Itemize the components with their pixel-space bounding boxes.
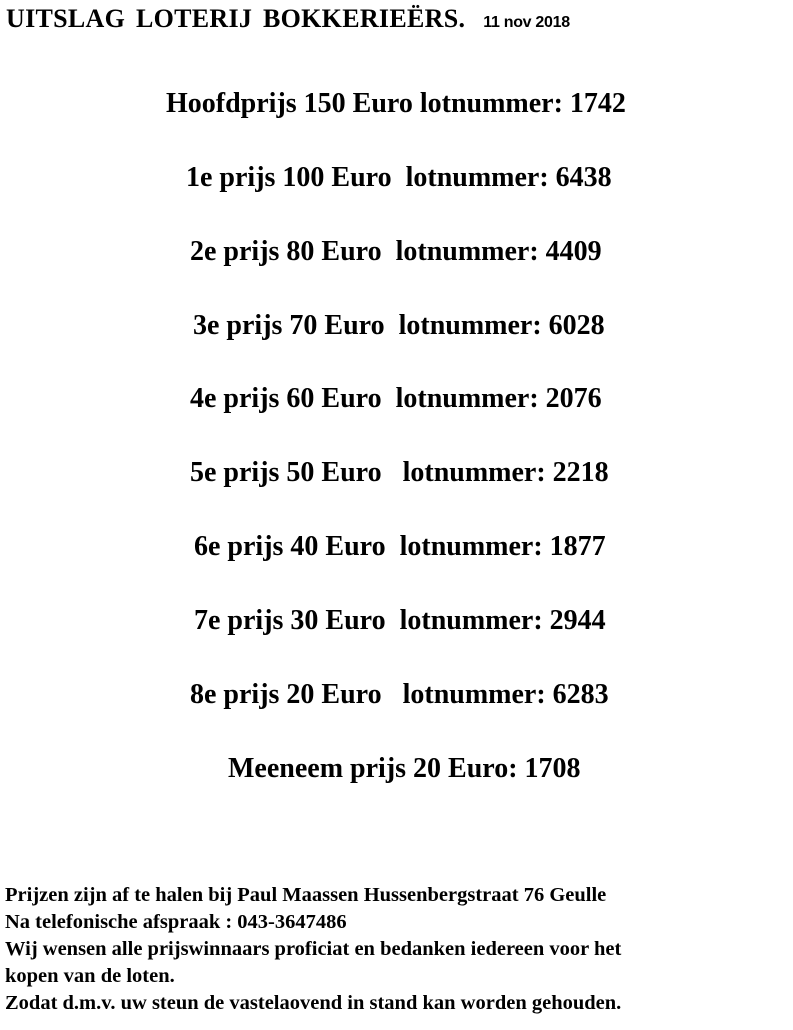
document-header (6, 4, 570, 34)
prize-line-takeaway: Meeneem prijs 20 Euro: 1708 (228, 753, 581, 784)
prize-line-4: 4e prijs 60 Euro lotnummer: 2076 (190, 383, 602, 414)
prize-line-7: 7e prijs 30 Euro lotnummer: 2944 (194, 605, 606, 636)
footer-line-thanks: Wij wensen alle prijswinnaars proficiat en bedanken iedereen voor het (5, 938, 622, 960)
prize-line-5: 5e prijs 50 Euro lotnummer: 2218 (190, 457, 609, 488)
prize-line-8: 8e prijs 20 Euro lotnummer: 6283 (190, 679, 609, 710)
prize-line-6: 6e prijs 40 Euro lotnummer: 1877 (194, 531, 606, 562)
footer-line-pickup: Prijzen zijn af te halen bij Paul Maassen Hussenbergstraat 76 Geulle (5, 884, 607, 906)
footer-line-thanks-cont: kopen van de loten. (5, 965, 175, 987)
prize-line-main: Hoofdprijs 150 Euro lotnummer: 1742 (166, 88, 626, 119)
footer-notice (5, 882, 790, 1017)
prize-line-2: 2e prijs 80 Euro lotnummer: 4409 (190, 236, 602, 267)
prize-line-3: 3e prijs 70 Euro lotnummer: 6028 (193, 310, 605, 341)
footer-line-support: Zodat d.m.v. uw steun de vastelaovend in stand kan worden gehouden. (5, 992, 622, 1014)
document-date: 11 nov 2018 (483, 14, 570, 31)
footer-line-phone: Na telefonische afspraak : 043-3647486 (5, 911, 347, 933)
document-title: UITSLAG LOTERIJ BOKKERIEËRS. (6, 4, 466, 33)
prize-line-1: 1e prijs 100 Euro lotnummer: 6438 (186, 162, 612, 193)
